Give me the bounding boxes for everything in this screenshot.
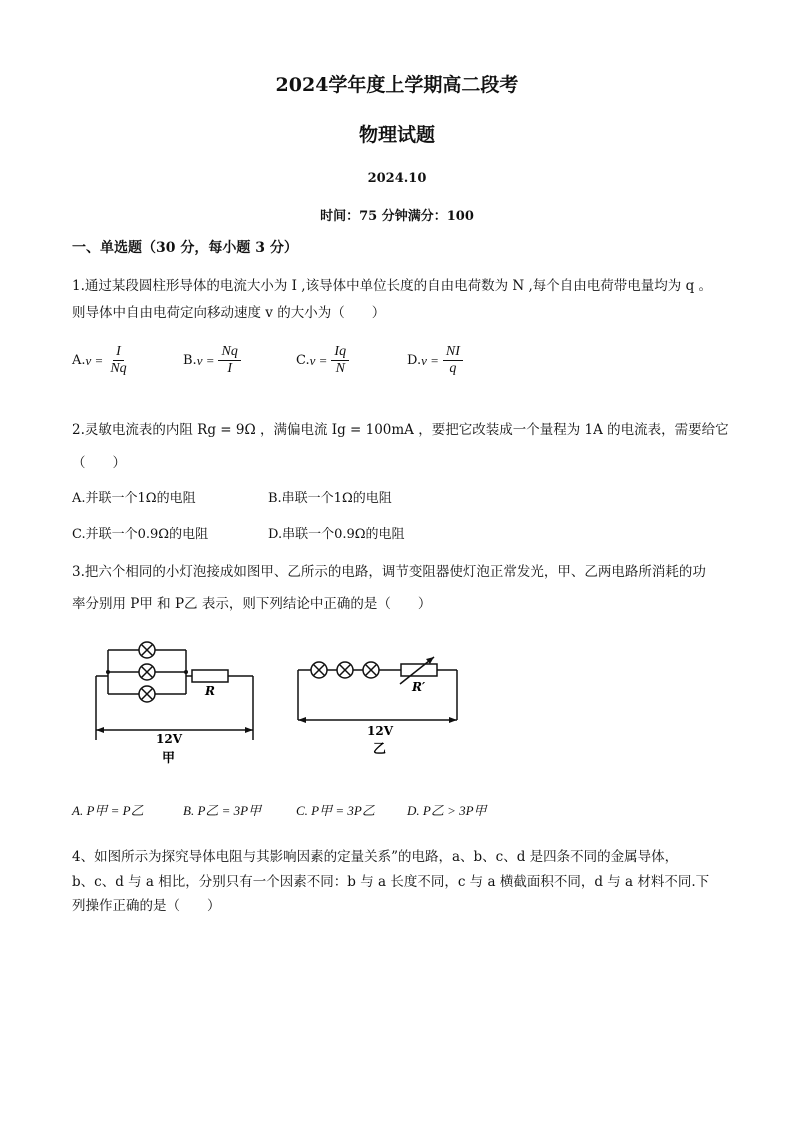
numerator: I (113, 344, 124, 361)
section-heading: 一、单选题（30 分，每小题 3 分） (72, 240, 298, 256)
q2-option-d[interactable]: D.串联一个0.9Ω的电阻 (268, 527, 405, 542)
figure-label: 乙 (373, 742, 387, 757)
q1-option-a[interactable] (72, 344, 130, 377)
q2-option-b[interactable]: B.串联一个1Ω的电阻 (268, 491, 392, 506)
exam-title: 2024学年度上学期高二段考 (275, 74, 519, 96)
q2-stem-line1: 2.灵敏电流表的内阻 Rg = 9Ω ，满偏电流 Ig = 100mA ，要把它改装成一个量程为 1A 的电流表，需要给它 (72, 422, 729, 438)
circuit-diagram-yi (292, 650, 467, 760)
denominator: q (449, 361, 457, 376)
q1-stem-line2: 则导体中自由电荷定向移动速度 v 的大小为（ ） (72, 305, 386, 321)
voltage-label: 12V (156, 732, 183, 746)
formula-lhs: v = (85, 352, 104, 368)
denominator: Nq (110, 361, 127, 376)
numerator: Iq (331, 344, 349, 361)
q3-stem-line2: 率分别用 P甲 和 P乙 表示，则下列结论中正确的是（ ） (72, 596, 432, 612)
formula-lhs: v = (196, 352, 215, 368)
time-and-score: 时间：75 分钟满分：100 (320, 209, 474, 224)
q1-stem-line1: 1.通过某段圆柱形导体的电流大小为 I ,该导体中单位长度的自由电荷数为 N ,每个自由电荷带电量均为 q 。 (72, 278, 712, 294)
option-label: B. (183, 353, 197, 368)
option-label: D. (407, 353, 422, 368)
q1-option-c[interactable] (296, 344, 349, 377)
q2-stem-line2: （ ） (72, 455, 126, 471)
numerator: NI (443, 344, 463, 361)
rheostat-label: R′ (412, 680, 426, 694)
fraction (331, 344, 349, 377)
fraction (218, 344, 240, 377)
q2-option-c[interactable]: C.并联一个0.9Ω的电阻 (72, 527, 209, 542)
resistor-label: R (205, 684, 215, 698)
q3-option-a[interactable]: A. P甲 = P乙 (72, 803, 144, 818)
q2-option-a[interactable]: A.并联一个1Ω的电阻 (72, 491, 196, 506)
q1-option-d[interactable] (407, 344, 463, 377)
numerator: Nq (218, 344, 240, 361)
q3-option-b[interactable]: B. P乙 = 3P甲 (183, 803, 262, 818)
circuit-diagram-jia (88, 630, 263, 770)
q4-stem-line1: 4、如图所示为探究导体电阻与其影响因素的定量关系”的电路，a、b、c、d 是四条不同的金属导体， (72, 849, 679, 865)
denominator: I (227, 361, 232, 376)
fraction (443, 344, 463, 377)
q3-option-d[interactable]: D. P乙 > 3P甲 (407, 803, 487, 818)
formula-lhs: v = (421, 352, 439, 368)
option-label: A. (72, 353, 86, 368)
fraction (107, 344, 129, 377)
q4-stem-line3: 列操作正确的是（ ） (72, 898, 221, 914)
figure-label: 甲 (162, 751, 176, 766)
subject-title: 物理试题 (358, 124, 435, 146)
q3-option-c[interactable]: C. P甲 = 3P乙 (296, 803, 375, 818)
q1-option-b[interactable] (183, 344, 241, 377)
voltage-label: 12V (367, 724, 394, 738)
denominator: N (335, 361, 345, 376)
q4-stem-line2: b、c、d 与 a 相比，分别只有一个因素不同：b 与 a 长度不同，c 与 a 横截面积不同，d 与 a 材料不同.下 (72, 874, 710, 890)
q3-stem-line1: 3.把六个相同的小灯泡接成如图甲、乙所示的电路，调节变阻器使灯泡正常发光，甲、乙两电路所消耗的功 (72, 564, 706, 580)
formula-lhs: v = (309, 352, 328, 368)
option-label: C. (296, 353, 310, 368)
exam-date: 2024.10 (367, 171, 427, 186)
